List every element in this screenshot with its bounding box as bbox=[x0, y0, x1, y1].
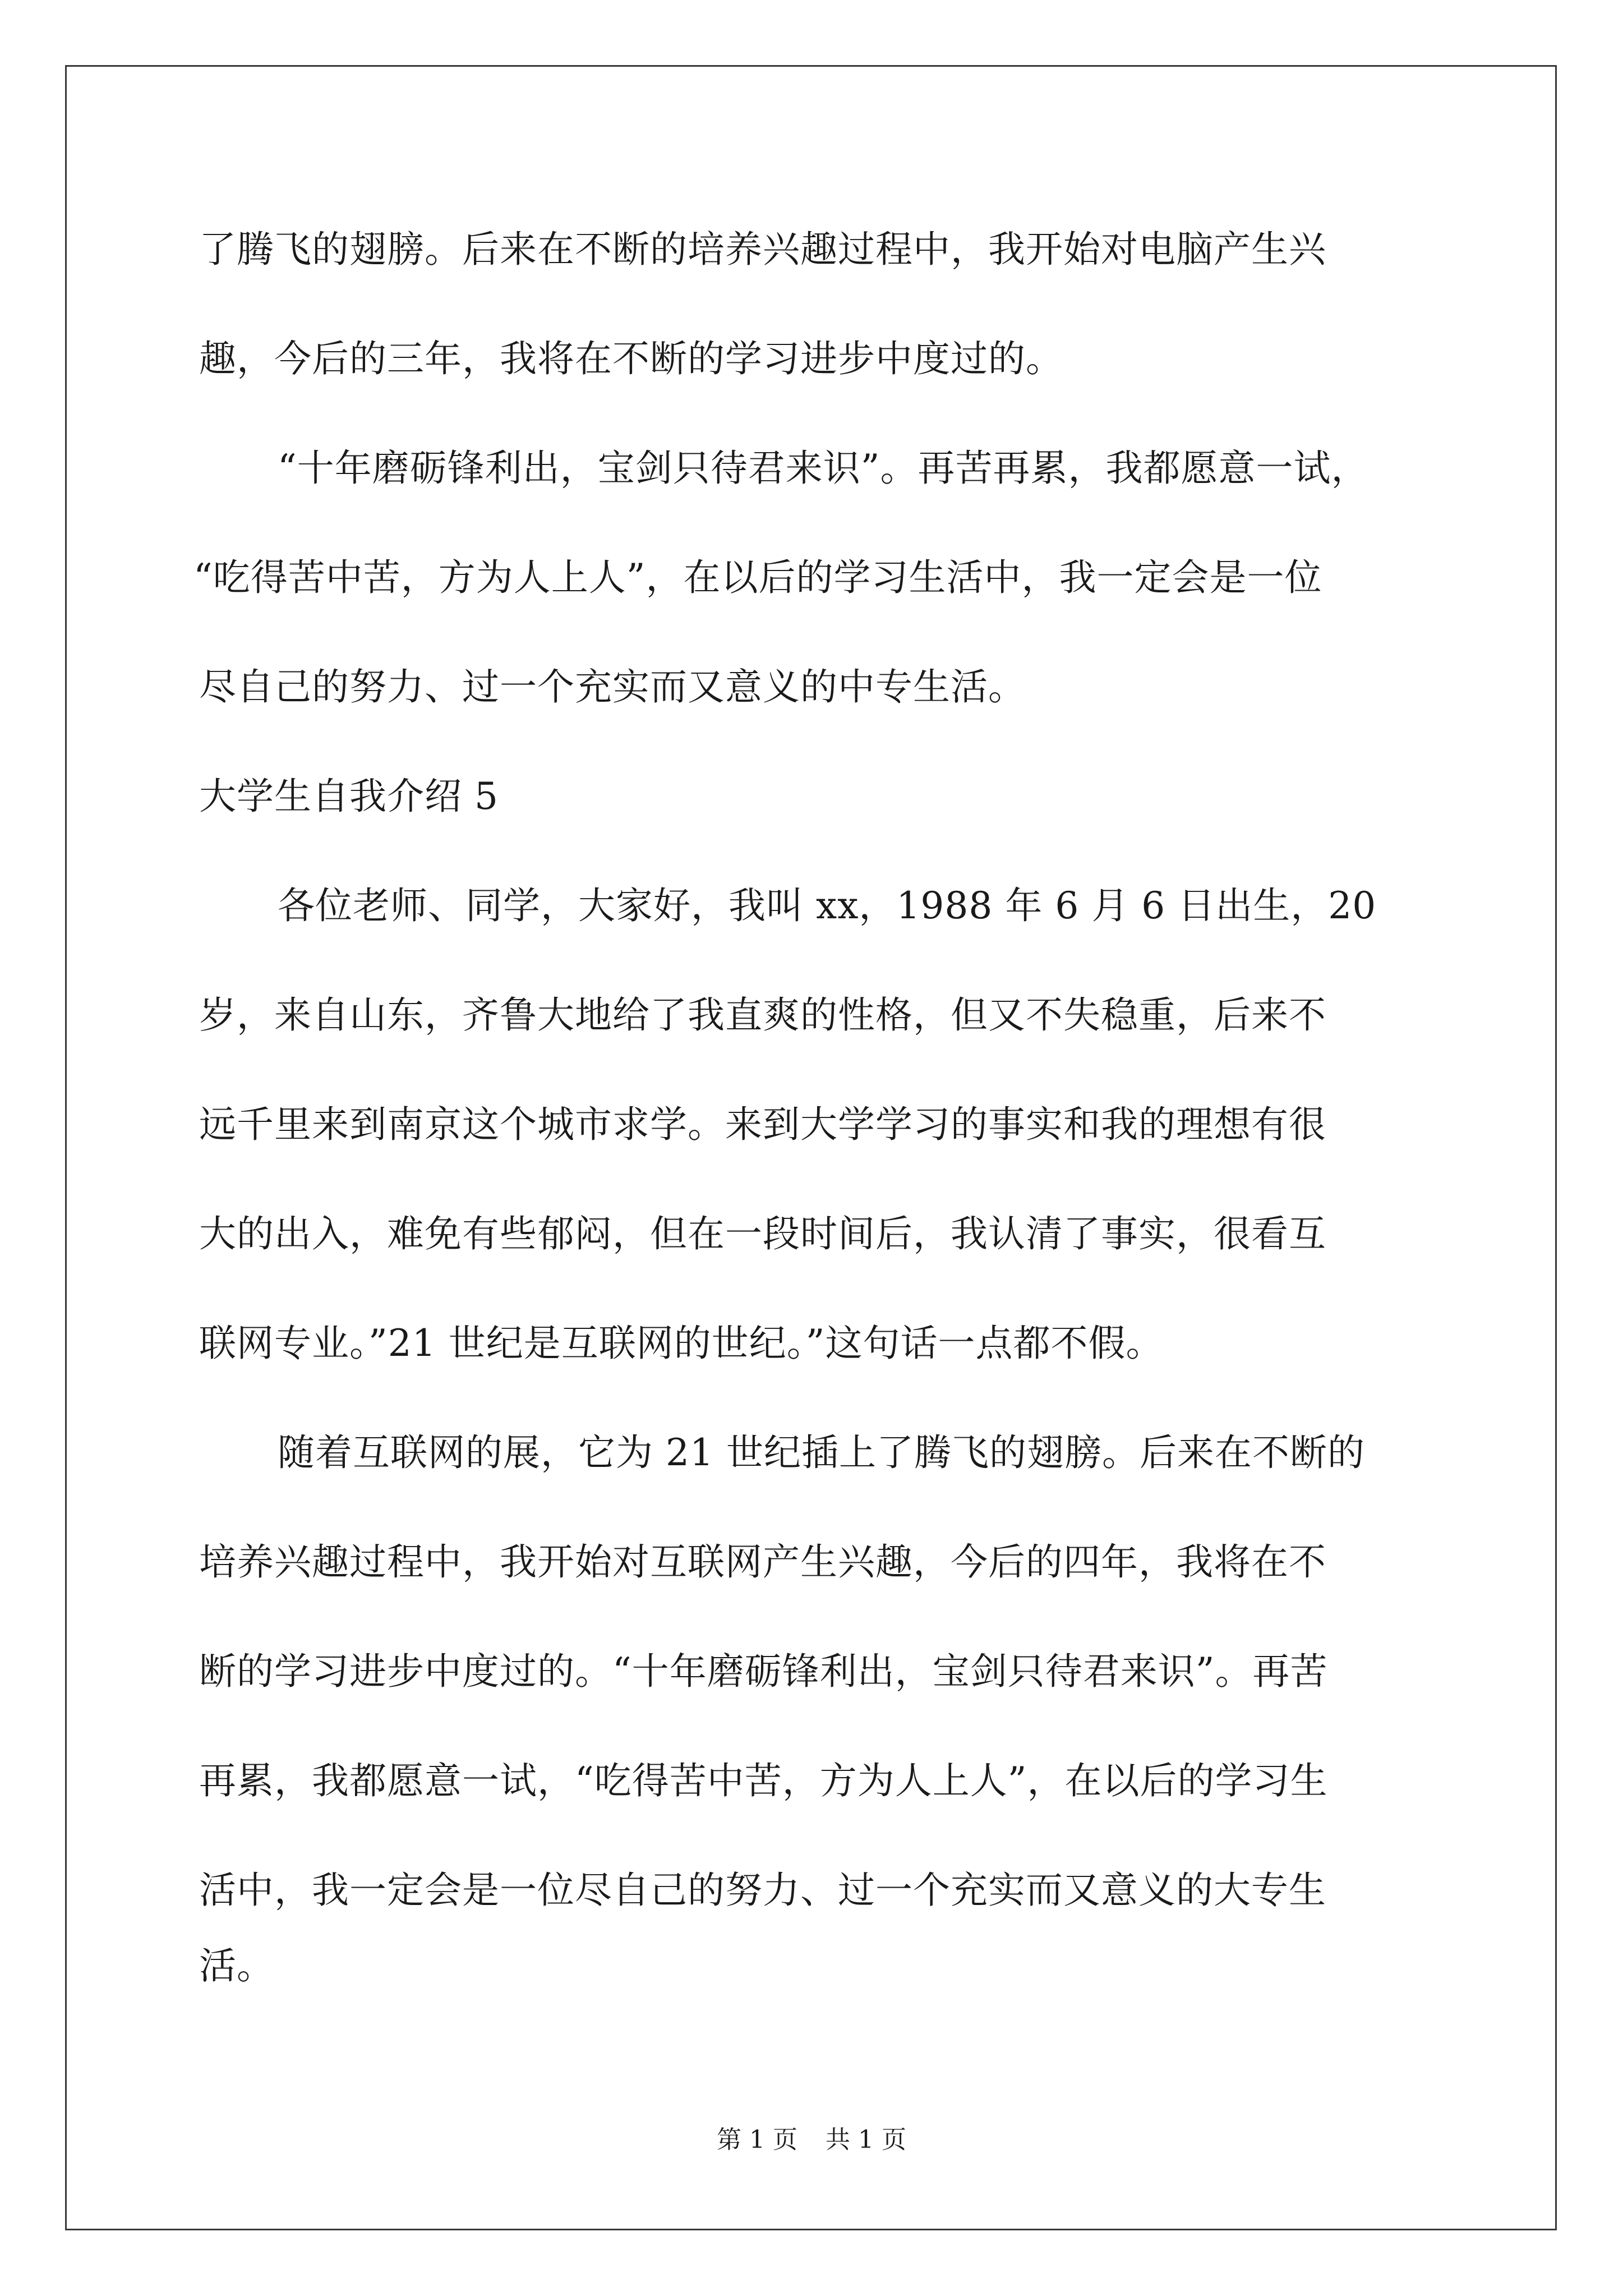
page-number: 第 1 页 bbox=[717, 2125, 797, 2154]
body-text-line: 再累，我都愿意一试，“吃得苦中苦，方为人上人”，在以后的学习生 bbox=[199, 1759, 1328, 1802]
body-text-line: 尽自己的努力、过一个充实而又意义的中专生活。 bbox=[199, 665, 1026, 708]
body-text-line: 远千里来到南京这个城市求学。来到大学学习的事实和我的理想有很 bbox=[199, 1103, 1326, 1146]
paragraph-first-line: 随着互联网的展，它为 21 世纪插上了腾飞的翅膀。后来在不断的 bbox=[278, 1431, 1365, 1474]
body-text-line: 活。 bbox=[199, 1944, 274, 1987]
body-text-line: 断的学习进步中度过的。“十年磨砺锋利出，宝剑只待君来识”。再苦 bbox=[199, 1650, 1328, 1693]
body-text-line: “吃得苦中苦，方为人上人”，在以后的学习生活中，我一定会是一位 bbox=[193, 556, 1322, 599]
body-text-line: 大的出入，难免有些郁闷，但在一段时间后，我认清了事实，很看互 bbox=[199, 1212, 1326, 1255]
paragraph-first-line: 各位老师、同学，大家好，我叫 xx，1988 年 6 月 6 日出生，20 bbox=[278, 884, 1377, 927]
body-text-line: 活中，我一定会是一位尽自己的努力、过一个充实而又意义的大专生 bbox=[199, 1869, 1326, 1912]
body-text-line: 了腾飞的翅膀。后来在不断的培养兴趣过程中，我开始对电脑产生兴 bbox=[199, 228, 1326, 271]
paragraph-first-line: “十年磨砺锋利出，宝剑只待君来识”。再苦再累，我都愿意一试， bbox=[278, 447, 1369, 490]
section-heading: 大学生自我介绍 5 bbox=[199, 775, 499, 818]
body-text-line: 联网专业。”21 世纪是互联网的世纪。”这句话一点都不假。 bbox=[199, 1322, 1164, 1365]
page-footer bbox=[0, 2123, 1623, 2157]
body-text-line: 趣，今后的三年，我将在不断的学习进步中度过的。 bbox=[199, 337, 1063, 380]
body-text-line: 培养兴趣过程中，我开始对互联网产生兴趣，今后的四年，我将在不 bbox=[199, 1540, 1326, 1584]
body-text-line: 岁，来自山东，齐鲁大地给了我直爽的性格，但又不失稳重，后来不 bbox=[199, 993, 1326, 1037]
page-total: 共 1 页 bbox=[826, 2125, 906, 2154]
